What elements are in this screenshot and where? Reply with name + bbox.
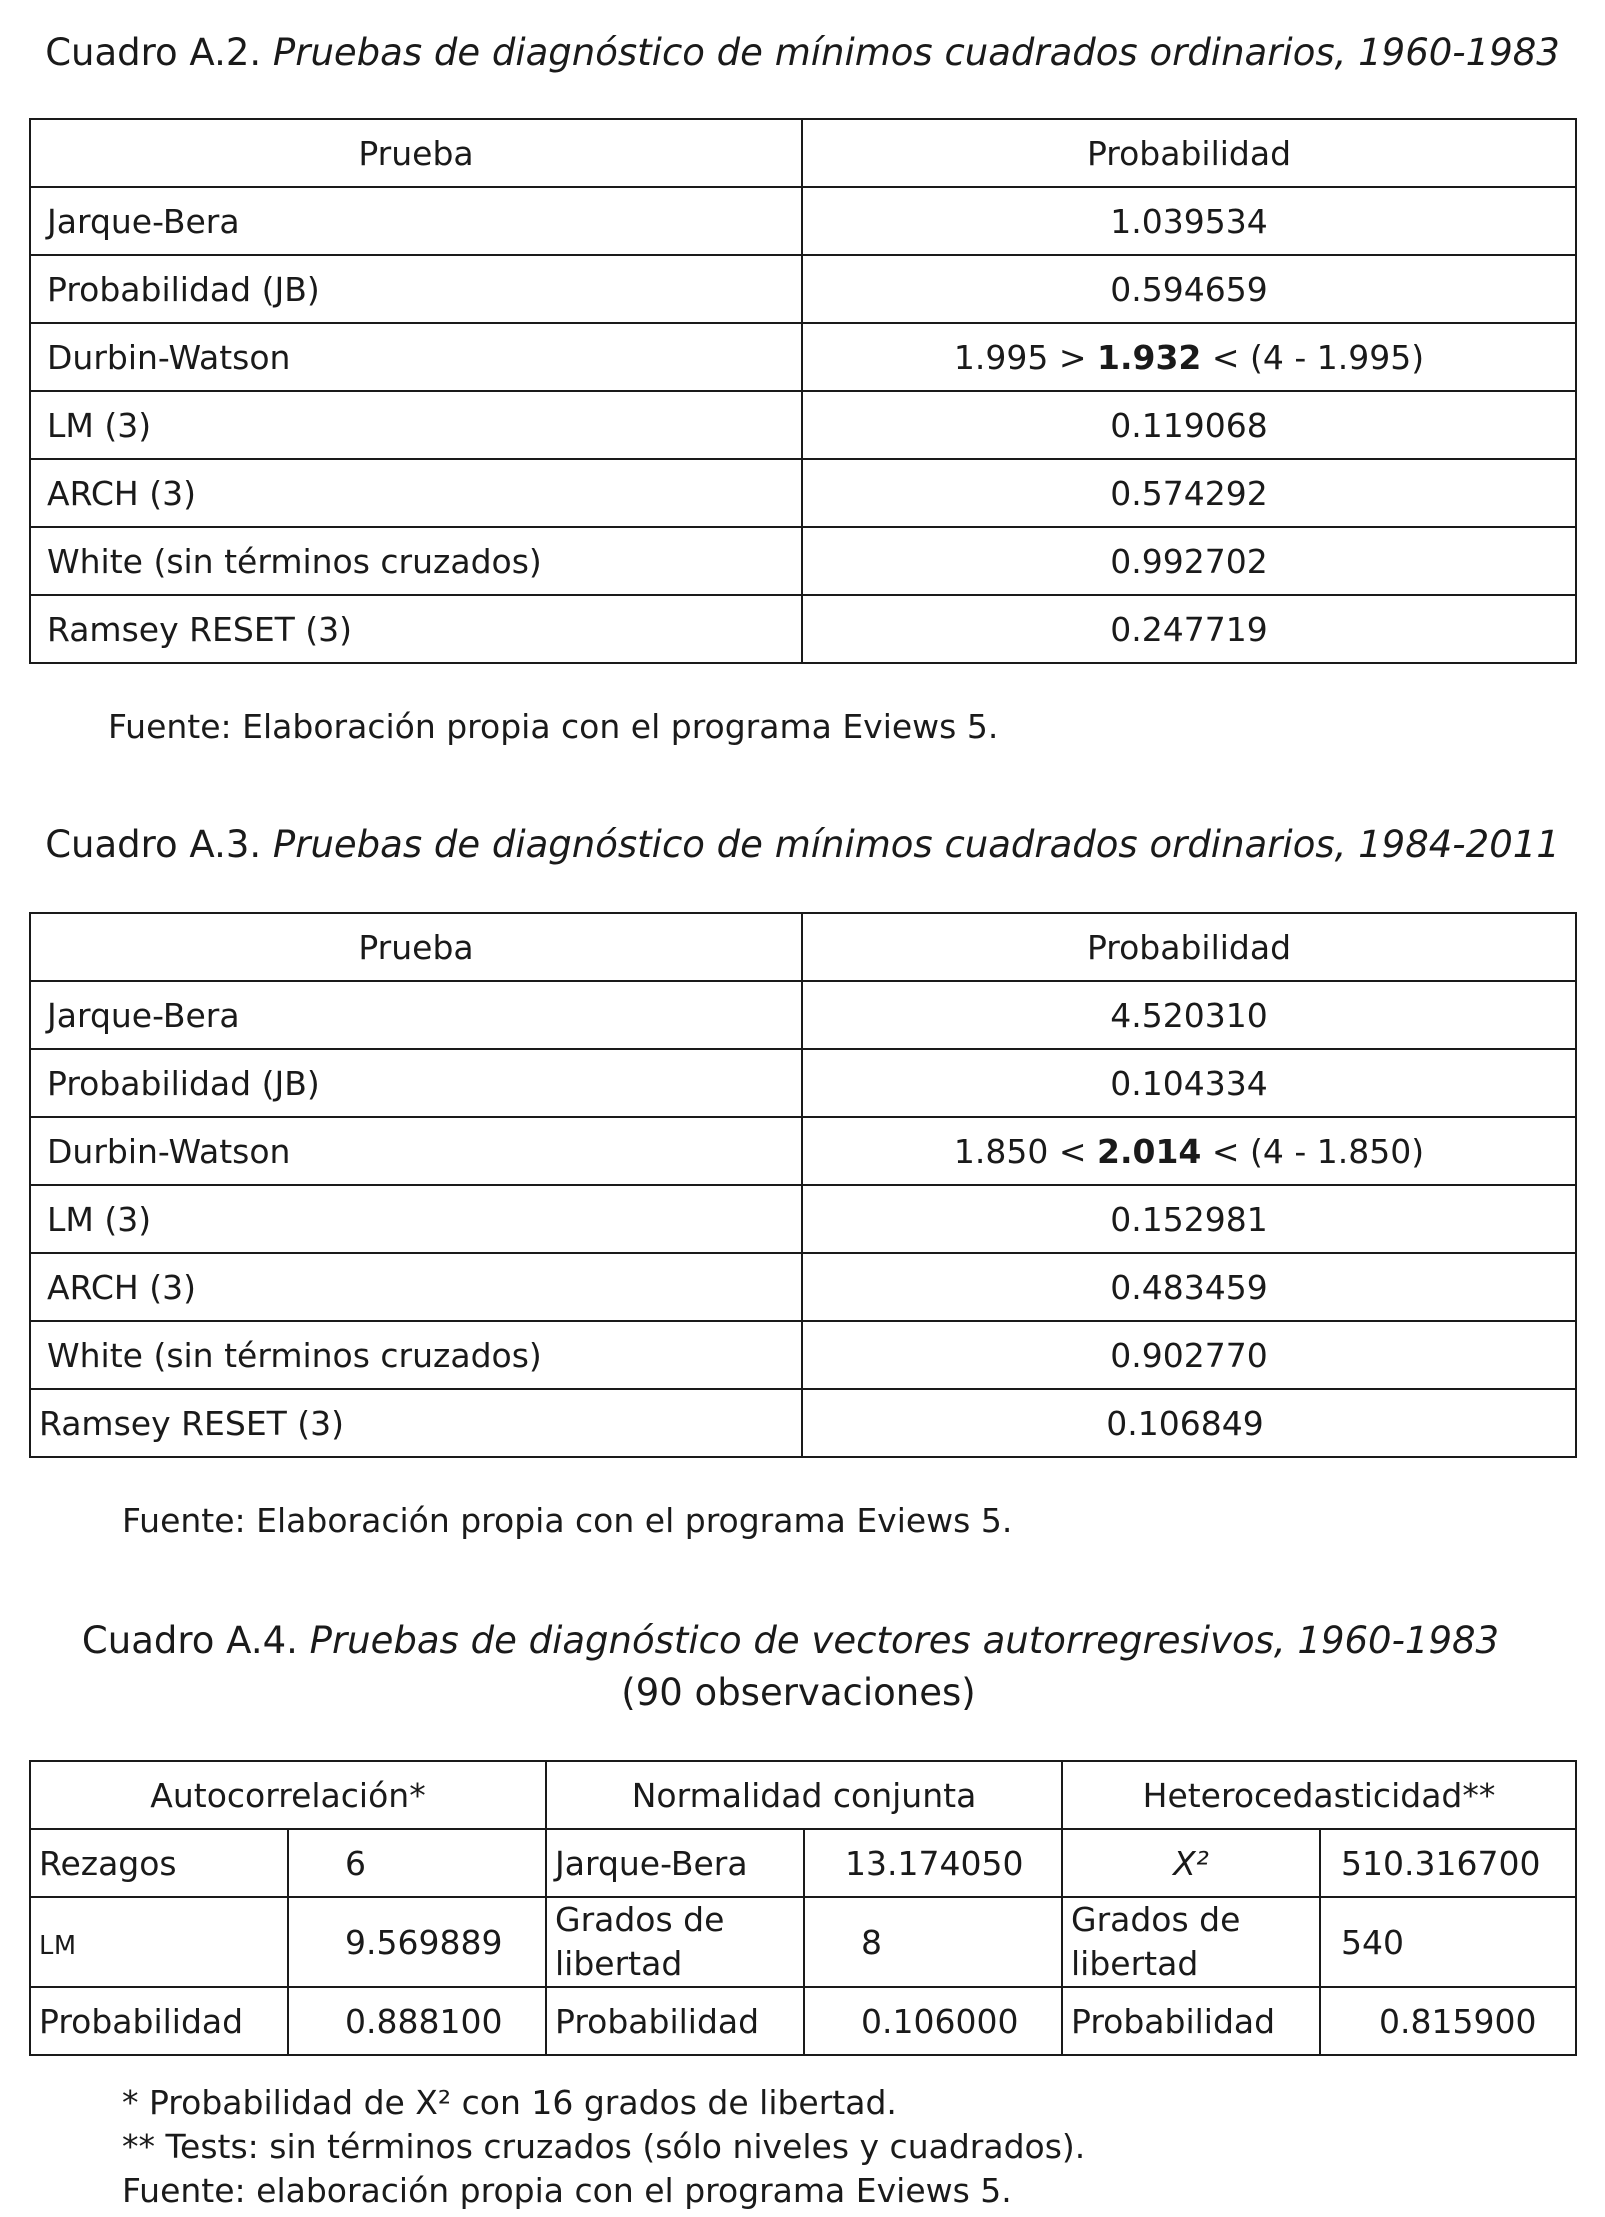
table-a2-source: Fuente: Elaboración propia con el programa Eviews 5.: [108, 707, 999, 746]
table-a3-caption-number: Cuadro A.3.: [45, 823, 262, 866]
table-a3-caption-title: Pruebas de diagnóstico de mínimos cuadrados ordinarios, 1984-2011: [272, 823, 1560, 866]
test-name: Ramsey RESET (3): [30, 595, 802, 663]
chi-square-label: X²: [1062, 1829, 1320, 1897]
table-row: [30, 459, 1576, 527]
row-value: 0.106000: [804, 1987, 1062, 2055]
lm-label: LM: [39, 1930, 77, 1961]
test-value: 0.594659: [802, 255, 1576, 323]
header-prueba: Prueba: [30, 119, 802, 187]
test-name: Durbin-Watson: [30, 323, 802, 391]
header-probabilidad: Probabilidad: [802, 119, 1576, 187]
table-a4-caption-title: Pruebas de diagnóstico de vectores autorregresivos, 1960-1983: [309, 1619, 1500, 1662]
table-a2-caption-title: Pruebas de diagnóstico de mínimos cuadrados ordinarios, 1960-1983: [272, 31, 1560, 74]
test-name: Durbin-Watson: [30, 1117, 802, 1185]
test-value: 1.039534: [802, 187, 1576, 255]
test-value: [802, 323, 1576, 391]
table-row: [30, 1829, 1576, 1897]
test-name: Jarque-Bera: [30, 981, 802, 1049]
table-row: [30, 323, 1576, 391]
row-label: Jarque-Bera: [546, 1829, 804, 1897]
table-a2: [29, 118, 1577, 664]
table-header-row: [30, 913, 1576, 981]
table-a4-caption: [0, 1616, 1593, 1666]
table-row: [30, 255, 1576, 323]
table-row: [30, 1049, 1576, 1117]
table-row: [30, 391, 1576, 459]
table-a4-source: Fuente: elaboración propia con el programa Eviews 5.: [122, 2171, 1012, 2210]
table-row: [30, 527, 1576, 595]
table-a3-source: Fuente: Elaboración propia con el programa Eviews 5.: [122, 1501, 1013, 1540]
header-probabilidad: Probabilidad: [802, 913, 1576, 981]
row-label: Rezagos: [30, 1829, 288, 1897]
table-row: [30, 187, 1576, 255]
table-a2-caption-number: Cuadro A.2.: [45, 31, 262, 74]
dw-pre: 1.995 >: [953, 337, 1097, 377]
table-a4-caption-subtitle: (90 observaciones): [621, 1671, 976, 1714]
row-value: 540: [1320, 1897, 1576, 1987]
test-name: Jarque-Bera: [30, 187, 802, 255]
test-value: 0.992702: [802, 527, 1576, 595]
test-name: White (sin términos cruzados): [30, 1321, 802, 1389]
row-value: 510.316700: [1320, 1829, 1576, 1897]
test-name: Ramsey RESET (3): [30, 1389, 802, 1457]
table-row: [30, 595, 1576, 663]
header-heterocedasticidad: Heterocedasticidad**: [1062, 1761, 1576, 1829]
table-a3-caption: [0, 820, 1605, 870]
table-a4: [29, 1760, 1577, 2056]
test-value: 0.902770: [802, 1321, 1576, 1389]
dw-statistic: 2.014: [1096, 1131, 1202, 1171]
table-a3: [29, 912, 1577, 1458]
table-row: [30, 1389, 1576, 1457]
test-value: 0.152981: [802, 1185, 1576, 1253]
row-value: 13.174050: [804, 1829, 1062, 1897]
test-value: 0.483459: [802, 1253, 1576, 1321]
test-name: Probabilidad (JB): [30, 255, 802, 323]
row-value: 0.815900: [1320, 1987, 1576, 2055]
table-row: [30, 1117, 1576, 1185]
test-name: LM (3): [30, 1185, 802, 1253]
test-name: ARCH (3): [30, 459, 802, 527]
test-name: ARCH (3): [30, 1253, 802, 1321]
table-row: [30, 1987, 1576, 2055]
test-value: 4.520310: [802, 981, 1576, 1049]
row-label: Probabilidad: [30, 1987, 288, 2055]
test-value: 0.104334: [802, 1049, 1576, 1117]
table-row: [30, 981, 1576, 1049]
dw-post: < (4 - 1.995): [1201, 337, 1425, 377]
test-name: White (sin términos cruzados): [30, 527, 802, 595]
test-value: 0.574292: [802, 459, 1576, 527]
table-a2-caption: [0, 28, 1605, 78]
dw-statistic: 1.932: [1096, 337, 1202, 377]
test-name: Probabilidad (JB): [30, 1049, 802, 1117]
table-a4-caption-number: Cuadro A.4.: [81, 1619, 298, 1662]
table-header-row: [30, 119, 1576, 187]
row-value: 0.888100: [288, 1987, 546, 2055]
header-autocorrelacion: Autocorrelación*: [30, 1761, 546, 1829]
test-name: LM (3): [30, 391, 802, 459]
test-value: [802, 1117, 1576, 1185]
dw-pre: 1.850 <: [953, 1131, 1097, 1171]
test-value: 0.106849: [802, 1389, 1576, 1457]
dw-post: < (4 - 1.850): [1201, 1131, 1425, 1171]
test-value: 0.119068: [802, 391, 1576, 459]
test-value: 0.247719: [802, 595, 1576, 663]
table-row: [30, 1185, 1576, 1253]
row-label: Grados de libertad: [546, 1897, 804, 1987]
row-label: [30, 1897, 288, 1987]
table-a4-note-1: * Probabilidad de X² con 16 grados de libertad.: [122, 2083, 897, 2122]
row-label: Probabilidad: [546, 1987, 804, 2055]
header-prueba: Prueba: [30, 913, 802, 981]
row-label: Grados de libertad: [1062, 1897, 1320, 1987]
table-header-row: [30, 1761, 1576, 1829]
table-row: [30, 1321, 1576, 1389]
table-a4-note-2: ** Tests: sin términos cruzados (sólo niveles y cuadrados).: [122, 2127, 1086, 2166]
row-value: 9.569889: [288, 1897, 546, 1987]
row-label: Probabilidad: [1062, 1987, 1320, 2055]
row-value: 8: [804, 1897, 1062, 1987]
table-row: [30, 1897, 1576, 1987]
header-normalidad-conjunta: Normalidad conjunta: [546, 1761, 1062, 1829]
table-row: [30, 1253, 1576, 1321]
row-value: 6: [288, 1829, 546, 1897]
